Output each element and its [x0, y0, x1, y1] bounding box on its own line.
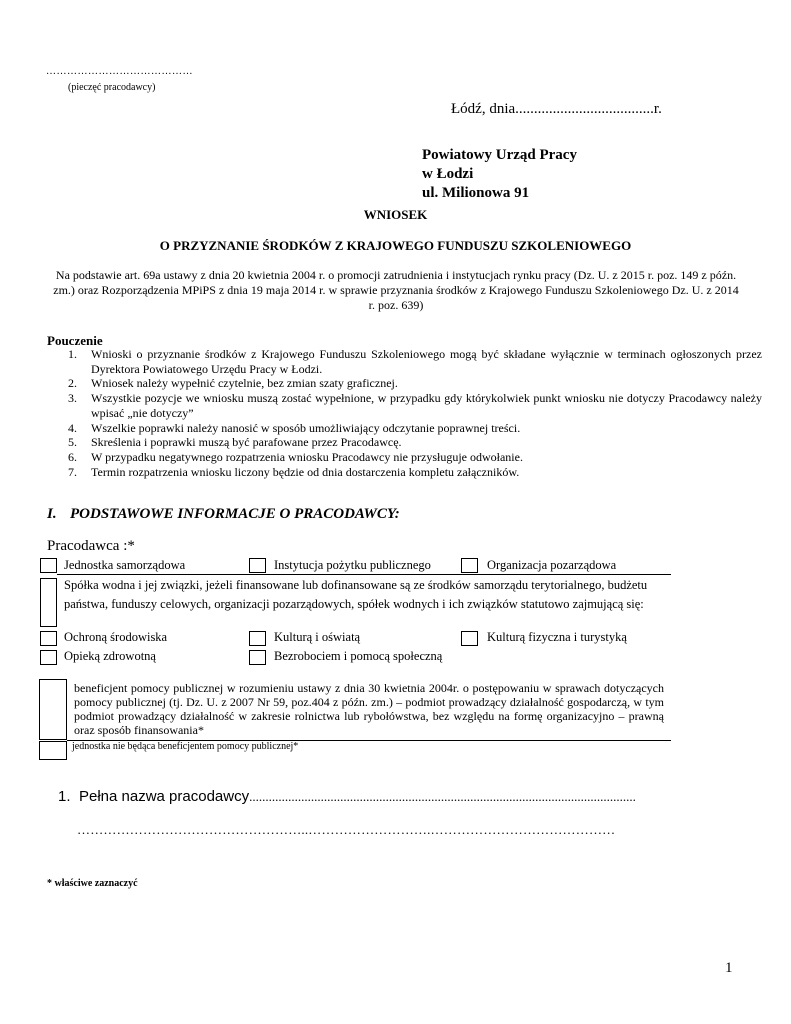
option-nie-beneficjent: jednostka nie będąca beneficjentem pomocy publicznej*: [72, 741, 299, 752]
list-item-number: 4.: [68, 420, 77, 435]
list-item: [62, 391, 762, 420]
list-item-text: Skreślenia i poprawki muszą być parafowane przez Pracodawcę.: [91, 435, 402, 450]
checkbox-instytucja-pozytku[interactable]: [249, 558, 266, 573]
option-organizacja-pozarzadowa: Organizacja pozarządowa: [487, 558, 617, 572]
recipient-city: w Łodzi: [422, 166, 474, 182]
legal-basis: Na podstawie art. 69a ustawy z dnia 20 kwietnia 2004 r. o promocji zatrudnienia i instytucjach rynku pracy (Dz. U. z 2015 r. poz. 149 z późn. zm.) oraz Rozporządzenia MPiPS z dnia 19 maja 2014 r. w sprawie przyznania środków z Krajowego Funduszu Szkoleniowego Dz. U. z 2014 r. poz. 639): [53, 268, 739, 312]
employer-name-dots: .......................................................................................................................: [249, 789, 636, 804]
page-number: 1: [725, 960, 733, 976]
option-ochrona-srodowiska: Ochroną środowiska: [64, 630, 168, 644]
section-title-text: PODSTAWOWE INFORMACJE O PRACODAWCY:: [70, 506, 400, 522]
checkbox-ochrona-srodowiska[interactable]: [40, 631, 57, 646]
option-instytucja-pozytku: Instytucja pożytku publicznego: [274, 558, 431, 572]
recipient-office: Powiatowy Urząd Pracy: [422, 147, 577, 163]
checkbox-nie-beneficjent[interactable]: [39, 741, 67, 760]
employer-name-label: Pełna nazwa pracodawcy: [79, 788, 250, 805]
option-kultura-fizyczna: Kulturą fizyczna i turystyką: [487, 630, 627, 644]
divider: [57, 574, 671, 575]
document-title: WNIOSEK: [363, 207, 428, 222]
option-beneficjent: beneficjent pomocy publicznej w rozumieniu ustawy z dnia 30 kwietnia 2004r. o postępowaniu w sprawach dotyczących pomocy publicznej (tj. Dz. U. z 2007 Nr 59, poz.404 z późn. zm.) – podmiot prowadzący działalność gospodarczą, w tym podmiot prowadzący działalność w zakresie rolnictwa lub rybołówstwa, bez względu na formę organizacyjno – prawną oraz sposób finansowania*: [74, 681, 664, 737]
option-spolka-wodna: Spółka wodna i jej związki, jeżeli finansowane lub dofinansowane są ze środków samorządu terytorialnego, budżetu państwa, funduszy celowych, organizacji pozarządowych, spółek wodnych i ich związków statutowo zajmującą się:: [64, 578, 648, 611]
section-number: I.: [47, 506, 57, 522]
stamp-label: (pieczęć pracodawcy): [68, 82, 156, 93]
field-number: 1.: [58, 788, 71, 805]
instructions-heading: Pouczenie: [47, 333, 103, 348]
checkbox-opieka-zdrowotna[interactable]: [40, 650, 57, 665]
list-item-text: Wszystkie pozycje we wniosku muszą zostać wypełnione, w przypadku gdy którykolwiek punkt wniosku nie dotyczy Pracodawcy należy wpisać „nie dotyczy”: [91, 391, 762, 420]
instructions-list: [62, 347, 762, 479]
list-item: [62, 347, 762, 376]
checkbox-beneficjent[interactable]: [39, 679, 67, 740]
list-item: [62, 376, 762, 391]
checkbox-kultura-fizyczna[interactable]: [461, 631, 478, 646]
checkbox-kultura-oswiata[interactable]: [249, 631, 266, 646]
list-item: [62, 450, 762, 465]
section-title: [47, 506, 400, 523]
list-item-number: 5.: [68, 435, 77, 450]
list-item-text: Wszelkie poprawki należy nanosić w sposób umożliwiający odczytanie poprawnej treści.: [91, 420, 521, 435]
list-item-text: Wnioski o przyznanie środków z Krajowego Funduszu Szkoleniowego mogą być składane wyłącznie w terminach ogłoszonych przez Dyrektora Powiatowego Urzędu Pracy w Łodzi.: [91, 347, 762, 376]
list-item-number: 6.: [68, 449, 77, 464]
employer-name-line2[interactable]: ……………………………………………..……………………….……………………………………: [77, 822, 616, 837]
option-opieka-zdrowotna: Opieką zdrowotną: [64, 649, 156, 663]
employer-type-label: Pracodawca :*: [47, 538, 135, 554]
list-item-number: 7.: [68, 464, 77, 479]
place-date-field: Łódź, dnia.....................................r.: [451, 101, 662, 117]
employer-name-field[interactable]: [58, 788, 636, 805]
recipient-street: ul. Milionowa 91: [422, 185, 530, 201]
checkbox-jednostka-samorzadowa[interactable]: [40, 558, 57, 573]
list-item-text: Termin rozpatrzenia wniosku liczony będzie od dnia dostarczenia kompletu załączników.: [91, 464, 520, 479]
checkbox-organizacja-pozarzadowa[interactable]: [461, 558, 478, 573]
list-item: [62, 465, 762, 480]
list-item-number: 3.: [68, 391, 77, 406]
list-item: [62, 421, 762, 436]
list-item: [62, 435, 762, 450]
list-item-text: W przypadku negatywnego rozpatrzenia wniosku Pracodawcy nie przysługuje odwołanie.: [91, 449, 523, 464]
stamp-placeholder: ……………………………………: [46, 66, 193, 77]
list-item-text: Wniosek należy wypełnić czytelnie, bez zmian szaty graficznej.: [91, 376, 398, 391]
document-subtitle: O PRZYZNANIE ŚRODKÓW Z KRAJOWEGO FUNDUSZU SZKOLENIOWEGO: [159, 238, 632, 253]
footnote: * właściwe zaznaczyć: [47, 878, 138, 889]
list-item-number: 1.: [68, 347, 77, 361]
checkbox-spolka-wodna[interactable]: [40, 578, 57, 627]
option-bezrobocie: Bezrobociem i pomocą społeczną: [274, 649, 443, 663]
option-kultura-oswiata: Kulturą i oświatą: [274, 630, 361, 644]
checkbox-bezrobocie[interactable]: [249, 650, 266, 665]
list-item-number: 2.: [68, 376, 77, 391]
option-jednostka-samorzadowa: Jednostka samorządowa: [64, 558, 186, 572]
